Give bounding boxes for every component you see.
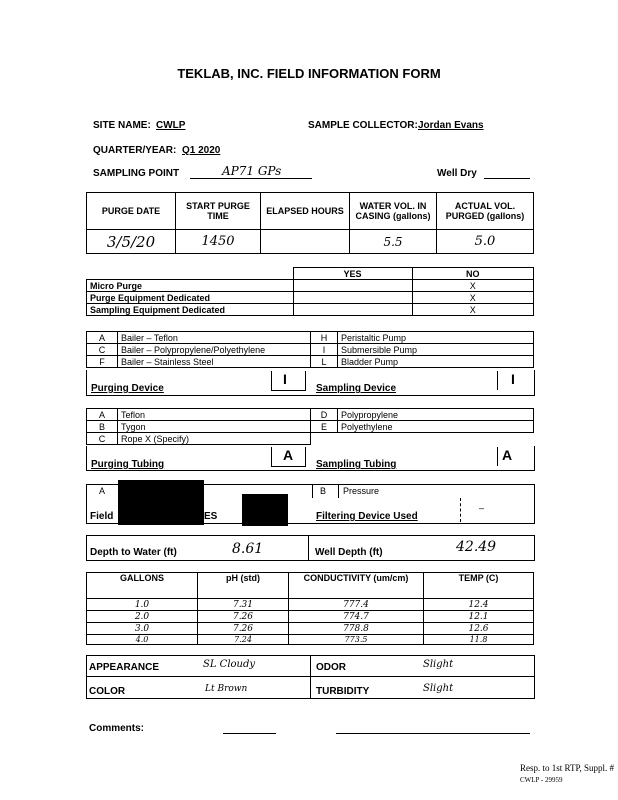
check-no: X [412,280,534,292]
tubing-name: Teflon [118,409,311,421]
elapsed-hours-value [261,230,350,254]
purge-date-value: 3/5/20 [87,230,176,254]
gallons-cell: 1.0 [87,599,198,611]
filter-code-b: B [320,486,327,496]
conductivity-cell: 773.5 [289,635,424,645]
redaction-box [242,494,288,526]
temp-cell: 12.6 [424,623,534,635]
ph-cell: 7.26 [198,611,289,623]
purge-header: WATER VOL. IN CASING (gallons) [350,193,437,230]
readings-header: CONDUCTIVITY (um/cm) [289,573,424,599]
temp-cell: 12.1 [424,611,534,623]
quarter-year-label: QUARTER/YEAR: [93,145,177,156]
field-filtered-yes: ES [204,511,218,522]
check-yes [293,304,412,316]
check-yes [293,280,412,292]
no-header: NO [412,268,534,280]
temp-cell: 11.8 [424,635,534,645]
device-code: H [311,332,338,344]
tubing-name: Polypropylene [338,409,534,421]
device-name: Bailer – Stainless Steel [118,356,311,368]
sampling-device-label: Sampling Device [316,383,397,394]
device-code: A [87,332,118,344]
device-code: F [87,356,118,368]
quarter-year-value: Q1 2020 [182,145,221,156]
purging-device-value: I [283,371,287,387]
gallons-cell: 2.0 [87,611,198,623]
sample-collector-value: Jordan Evans [418,120,484,131]
purging-tubing-value: A [283,447,294,463]
filter-code-a: A [99,486,106,496]
purging-tubing-label: Purging Tubing [91,459,165,470]
device-name: Bailer – Teflon [118,332,311,344]
redaction-box [118,480,204,525]
micro-purge-label: Micro Purge [87,280,294,292]
footer-response: Resp. to 1st RTP, Suppl. # [520,763,614,773]
device-options-table [86,331,534,368]
conductivity-cell: 778.8 [289,623,424,635]
field-filtered-label: Field [90,511,114,522]
appearance-label: APPEARANCE [89,662,160,673]
sample-collector-label: SAMPLE COLLECTOR: [308,120,418,131]
purge-table [86,192,534,254]
purge-header: START PURGE TIME [176,193,261,230]
device-code: C [87,344,118,356]
check-no: X [412,304,534,316]
actual-vol-value: 5.0 [437,230,534,254]
gallons-cell: 3.0 [87,623,198,635]
sampling-equipment-label: Sampling Equipment Dedicated [87,304,294,316]
appearance-value: SL Cloudy [203,659,256,670]
purge-header: ELAPSED HOURS [261,193,350,230]
tubing-name: Tygon [118,421,311,433]
ph-cell: 7.26 [198,623,289,635]
well-depth-label: Well Depth (ft) [315,547,383,558]
turbidity-label: TURBIDITY [316,686,370,697]
color-value: Lt Brown [205,684,248,694]
purging-device-label: Purging Device [91,383,164,394]
device-name: Bladder Pump [338,356,534,368]
depth-to-water-value: 8.61 [232,541,264,557]
odor-label: ODOR [316,662,346,673]
tubing-name: Polyethylene [338,421,534,433]
color-label: COLOR [89,686,126,697]
sampling-tubing-label: Sampling Tubing [316,459,397,470]
comments-label: Comments: [89,723,145,734]
site-name-label: SITE NAME: [93,120,151,131]
sampling-tubing-value: A [502,447,513,463]
tubing-name: Rope X (Specify) [118,433,311,445]
purge-header: ACTUAL VOL. PURGED (gallons) [437,193,534,230]
device-name: Submersible Pump [338,344,534,356]
footer-bates: CWLP - 29959 [520,776,563,784]
filter-pressure: Pressure [343,486,380,496]
purge-header: PURGE DATE [87,193,176,230]
odor-value: Slight [423,659,454,670]
temp-cell: 12.4 [424,599,534,611]
purge-check-table [86,267,534,316]
site-name-value: CWLP [156,120,186,131]
conductivity-cell: 777.4 [289,599,424,611]
conductivity-cell: 774.7 [289,611,424,623]
sampling-device-value: I [511,371,515,387]
well-dry-label: Well Dry [437,168,477,179]
yes-header: YES [293,268,412,280]
tubing-options-table [86,408,534,445]
readings-header: GALLONS [87,573,198,599]
filtering-device-value: – [479,503,485,513]
well-depth-value: 42.49 [456,539,497,555]
device-code: L [311,356,338,368]
device-name: Bailer – Polypropylene/Polyethylene [118,344,311,356]
start-purge-value: 1450 [176,230,261,254]
check-no: X [412,292,534,304]
device-name: Peristaltic Pump [338,332,534,344]
tubing-code: E [311,421,338,433]
ph-cell: 7.31 [198,599,289,611]
purge-equipment-label: Purge Equipment Dedicated [87,292,294,304]
device-code: I [311,344,338,356]
check-yes [293,292,412,304]
readings-header: TEMP (C) [424,573,534,599]
depth-to-water-label: Depth to Water (ft) [90,547,177,558]
tubing-code: B [87,421,118,433]
sampling-point-value: AP71 GPs [222,164,282,178]
tubing-code: D [311,409,338,421]
ph-cell: 7.24 [198,635,289,645]
gallons-cell: 4.0 [87,635,198,645]
sampling-point-label: SAMPLING POINT [93,168,180,179]
tubing-code: C [87,433,118,445]
tubing-code: A [87,409,118,421]
turbidity-value: Slight [423,683,454,694]
readings-header: pH (std) [198,573,289,599]
water-vol-value: 5.5 [350,230,437,254]
form-title: TEKLAB, INC. FIELD INFORMATION FORM [177,66,441,81]
readings-table [86,572,534,645]
filtering-device-label: Filtering Device Used [316,511,418,522]
